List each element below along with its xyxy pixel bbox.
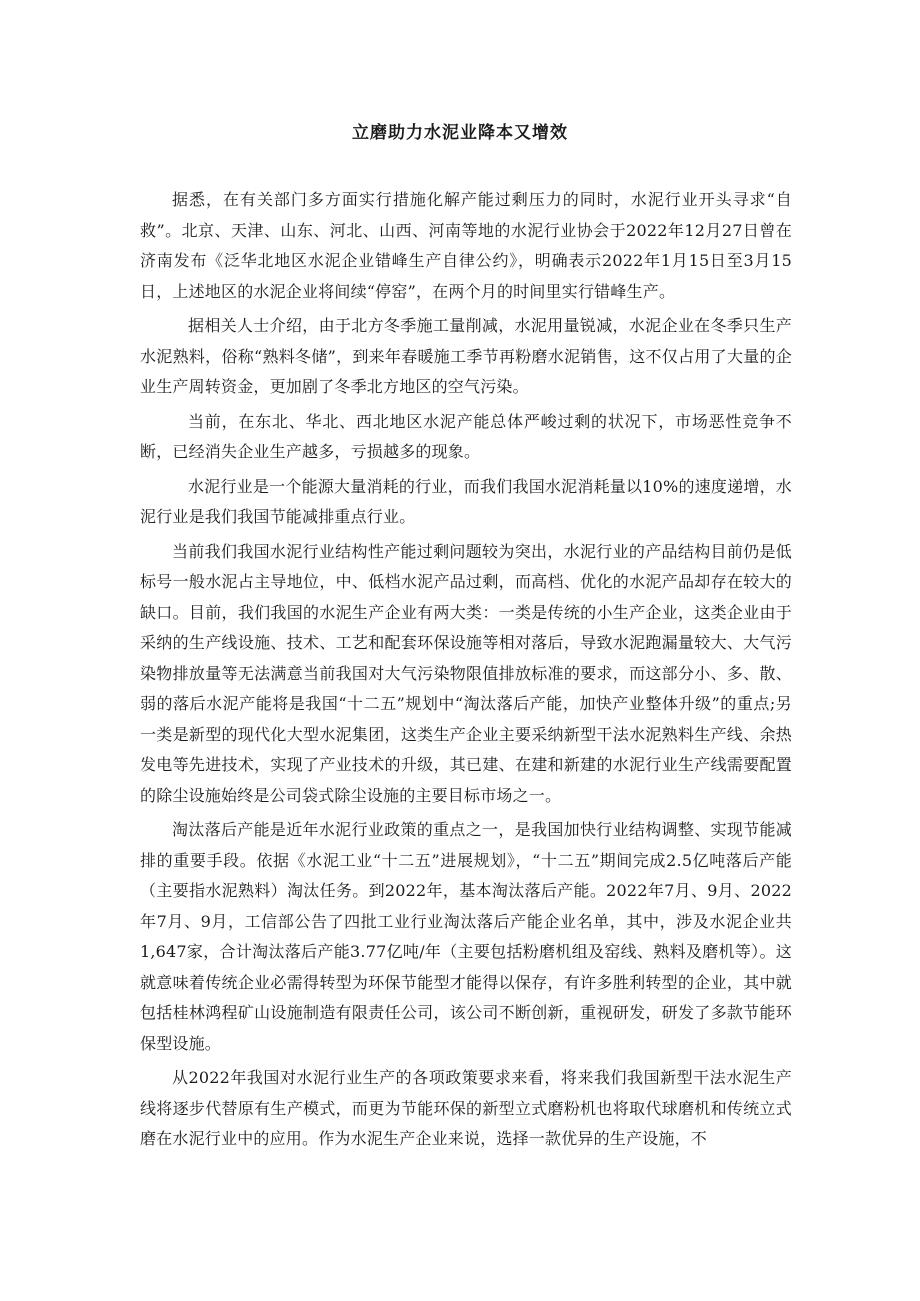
paragraph-6: 淘汰落后产能是近年水泥行业政策的重点之一，是我国加快行业结构调整、实现节能减排的重要手段。依据《水泥工业“十二五”进展规划》，“十二五”期间完成2.5亿吨落后产能（主要指水泥熟料）淘汰任务。到2022年，基本淘汰落后产能。2022年7月、9月、2022年7月、9月，工信部公告了四批工业行业淘汰落后产能企业名单，其中，涉及水泥企业共1,647家，合计淘汰落后产能3.77亿吨/年（主要包括粉磨机组及窑线、熟料及磨机等）。这就意味着传统企业必需得转型为环保节能型才能得以保存，有许多胜利转型的企业，其中就包括桂林鸿程矿山设施制造有限责任公司，该公司不断创新，重视研发，研发了多款节能环保型设施。: [140, 820, 792, 1053]
document-body: [140, 185, 792, 1155]
document-title: 立磨助力水泥业降本又增效: [352, 123, 568, 143]
paragraph-5: 当前我们我国水泥行业结构性产能过剩问题较为突出，水泥行业的产品结构目前仍是低标号一般水泥占主导地位，中、低档水泥产品过剩，而高档、优化的水泥产品却存在较大的缺口。目前，我们我国的水泥生产企业有两大类：一类是传统的小生产企业，这类企业由于采纳的生产线设施、技术、工艺和配套环保设施等相对落后，导致水泥跑漏量较大、大气污染物排放量等无法满意当前我国对大气污染物限值排放标准的要求，而这部分小、多、散、弱的落后水泥产能将是我国“十二五”规划中“淘汰落后产能，加快产业整体升级”的重点;另一类是新型的现代化大型水泥集团，这类生产企业主要采纳新型干法水泥熟料生产线、余热发电等先进技术，实现了产业技术的升级，其已建、在建和新建的水泥行业生产线需要配置的除尘设施始终是公司袋式除尘设施的主要目标市场之一。: [140, 541, 792, 805]
paragraph-1: 据悉，在有关部门多方面实行措施化解产能过剩压力的同时，水泥行业开头寻求“自救”。北京、天津、山东、河北、山西、河南等地的水泥行业协会于2022年12月27日曾在济南发布《泛华北地区水泥企业错峰生产自律公约》，明确表示2022年1月15日至3月15日，上述地区的水泥企业将间续“停窑”，在两个月的时间里实行错峰生产。: [140, 190, 792, 301]
paragraph-3: 当前，在东北、华北、西北地区水泥产能总体严峻过剩的状况下，市场恶性竞争不断，已经消失企业生产越多，亏损越多的现象。: [140, 411, 792, 461]
paragraph-2: 据相关人士介绍，由于北方冬季施工量削减，水泥用量锐减，水泥企业在冬季只生产水泥熟料，俗称“熟料冬储”，到来年春暖施工季节再粉磨水泥销售，这不仅占用了大量的企业生产周转资金，更加剧了冬季北方地区的空气污染。: [140, 316, 792, 396]
paragraph-7: 从2022年我国对水泥行业生产的各项政策要求来看，将来我们我国新型干法水泥生产线将逐步代替原有生产模式，而更为节能环保的新型立式磨粉机也将取代球磨机和传统立式磨在水泥行业中的应用。作为水泥生产企业来说，选择一款优异的生产设施，不: [140, 1068, 792, 1148]
paragraph-4: 水泥行业是一个能源大量消耗的行业，而我们我国水泥消耗量以10%的速度递增，水泥行业是我们我国节能减排重点行业。: [140, 476, 792, 526]
